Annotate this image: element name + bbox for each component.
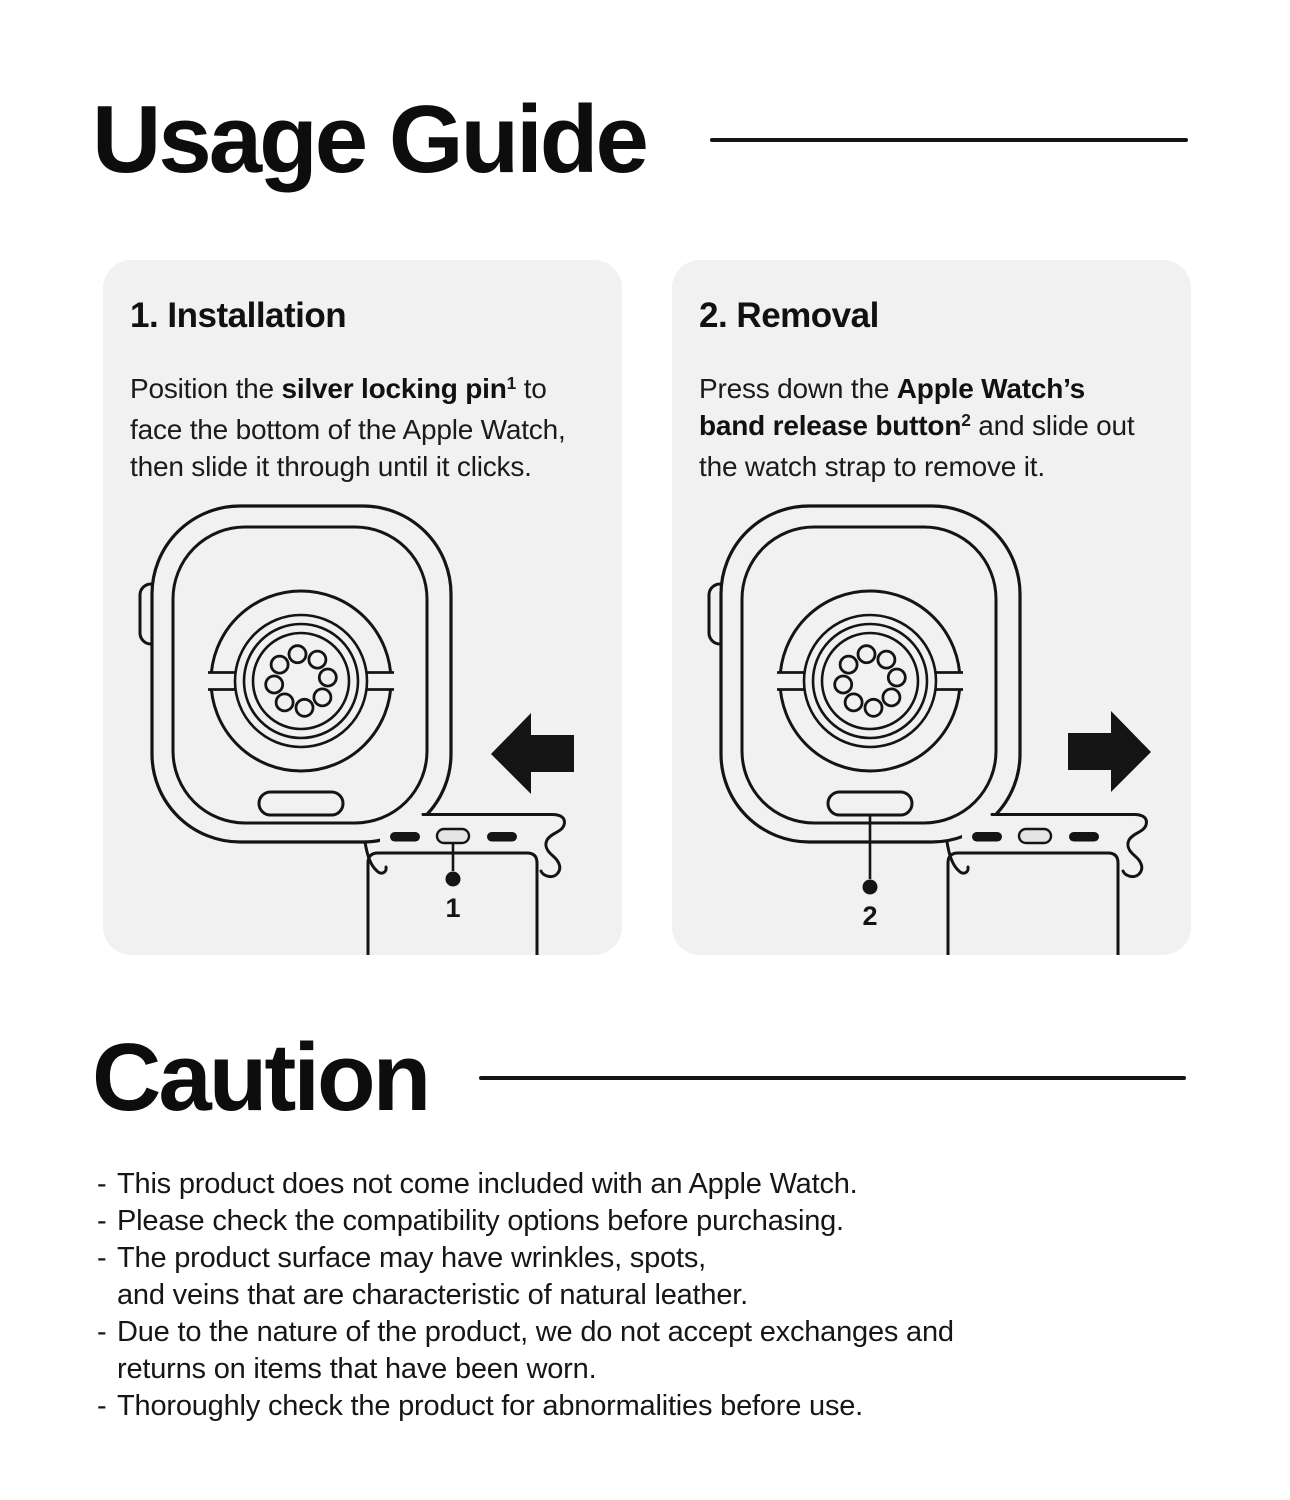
arrow-left-icon: [491, 713, 574, 794]
usage-guide-title: Usage Guide: [92, 86, 646, 193]
instruction-text: Press down the: [699, 373, 897, 404]
lug-slot-mark: [390, 832, 420, 842]
callout-dot: [863, 880, 878, 895]
instruction-bold-text: silver locking pin: [281, 373, 507, 404]
caution-item-continuation: [97, 1277, 954, 1314]
bullet-dash: -: [97, 1168, 107, 1200]
removal-heading: 2. Removal: [699, 296, 879, 335]
caution-item: [97, 1203, 954, 1240]
footnote-marker: 2: [961, 410, 971, 431]
caution-text: The product surface may have wrinkles, spots,: [117, 1242, 706, 1274]
silver-locking-pin: [1019, 829, 1051, 843]
lug-slot-mark: [487, 832, 517, 842]
instruction-bold-text: Apple Watch’s band release button: [699, 373, 1086, 441]
caution-text: This product does not come included with an Apple Watch.: [117, 1168, 858, 1200]
caution-text: Thoroughly check the product for abnormalities before use.: [117, 1390, 864, 1422]
caution-item-continuation: [97, 1351, 954, 1388]
caution-item: [97, 1388, 954, 1425]
apple-watch-installation-illustration: [103, 260, 622, 955]
installation-heading: 1. Installation: [130, 296, 347, 335]
caution-rule: [479, 1076, 1186, 1080]
silver-locking-pin: [437, 829, 469, 843]
removal-card: [672, 260, 1191, 955]
watch-strap-illustration: [709, 506, 1151, 955]
usage-guide-rule: [710, 138, 1188, 142]
callout-1: [445, 843, 460, 923]
instruction-text: to face the bottom of the Apple Watch, then slide it through until it clicks.: [130, 373, 566, 482]
lug-slot-mark: [1069, 832, 1099, 842]
sensor-slot-gap: [939, 673, 966, 690]
bullet-dash: [97, 1277, 117, 1314]
instruction-text: and slide out the watch strap to remove it.: [699, 410, 1135, 482]
bullet-dash: -: [97, 1390, 107, 1422]
callout-dot: [446, 872, 461, 887]
lug-slot-mark: [972, 832, 1002, 842]
instruction-text: Position the: [130, 373, 282, 404]
callout-label: 2: [862, 901, 878, 931]
sensor-slot-gap: [206, 673, 233, 690]
bullet-dash: [97, 1351, 117, 1388]
bullet-dash: -: [97, 1205, 107, 1237]
caution-list: [97, 1166, 954, 1425]
caution-text: Please check the compatibility options before purchasing.: [117, 1205, 844, 1237]
caution-text: returns on items that have been worn.: [117, 1353, 597, 1385]
bullet-dash: -: [97, 1242, 107, 1274]
caution-text: and veins that are characteristic of natural leather.: [117, 1279, 748, 1311]
caution-item: [97, 1166, 954, 1203]
footnote-marker: 1: [506, 373, 517, 394]
callout-label: 1: [445, 893, 461, 923]
sensor-slot-gap: [370, 673, 397, 690]
caution-item: [97, 1314, 954, 1351]
watch-strap-illustration: [140, 506, 574, 955]
watch-strap: [948, 853, 1118, 955]
bullet-dash: -: [97, 1316, 107, 1348]
apple-watch-removal-illustration: [672, 260, 1191, 955]
caution-title: Caution: [92, 1024, 429, 1131]
band-lug-flare: [947, 842, 968, 873]
caution-item: [97, 1240, 954, 1277]
installation-card: [103, 260, 622, 955]
sensor-slot-gap: [775, 673, 802, 690]
caution-text: Due to the nature of the product, we do not accept exchanges and: [117, 1316, 954, 1348]
arrow-right-icon: [1068, 711, 1151, 792]
